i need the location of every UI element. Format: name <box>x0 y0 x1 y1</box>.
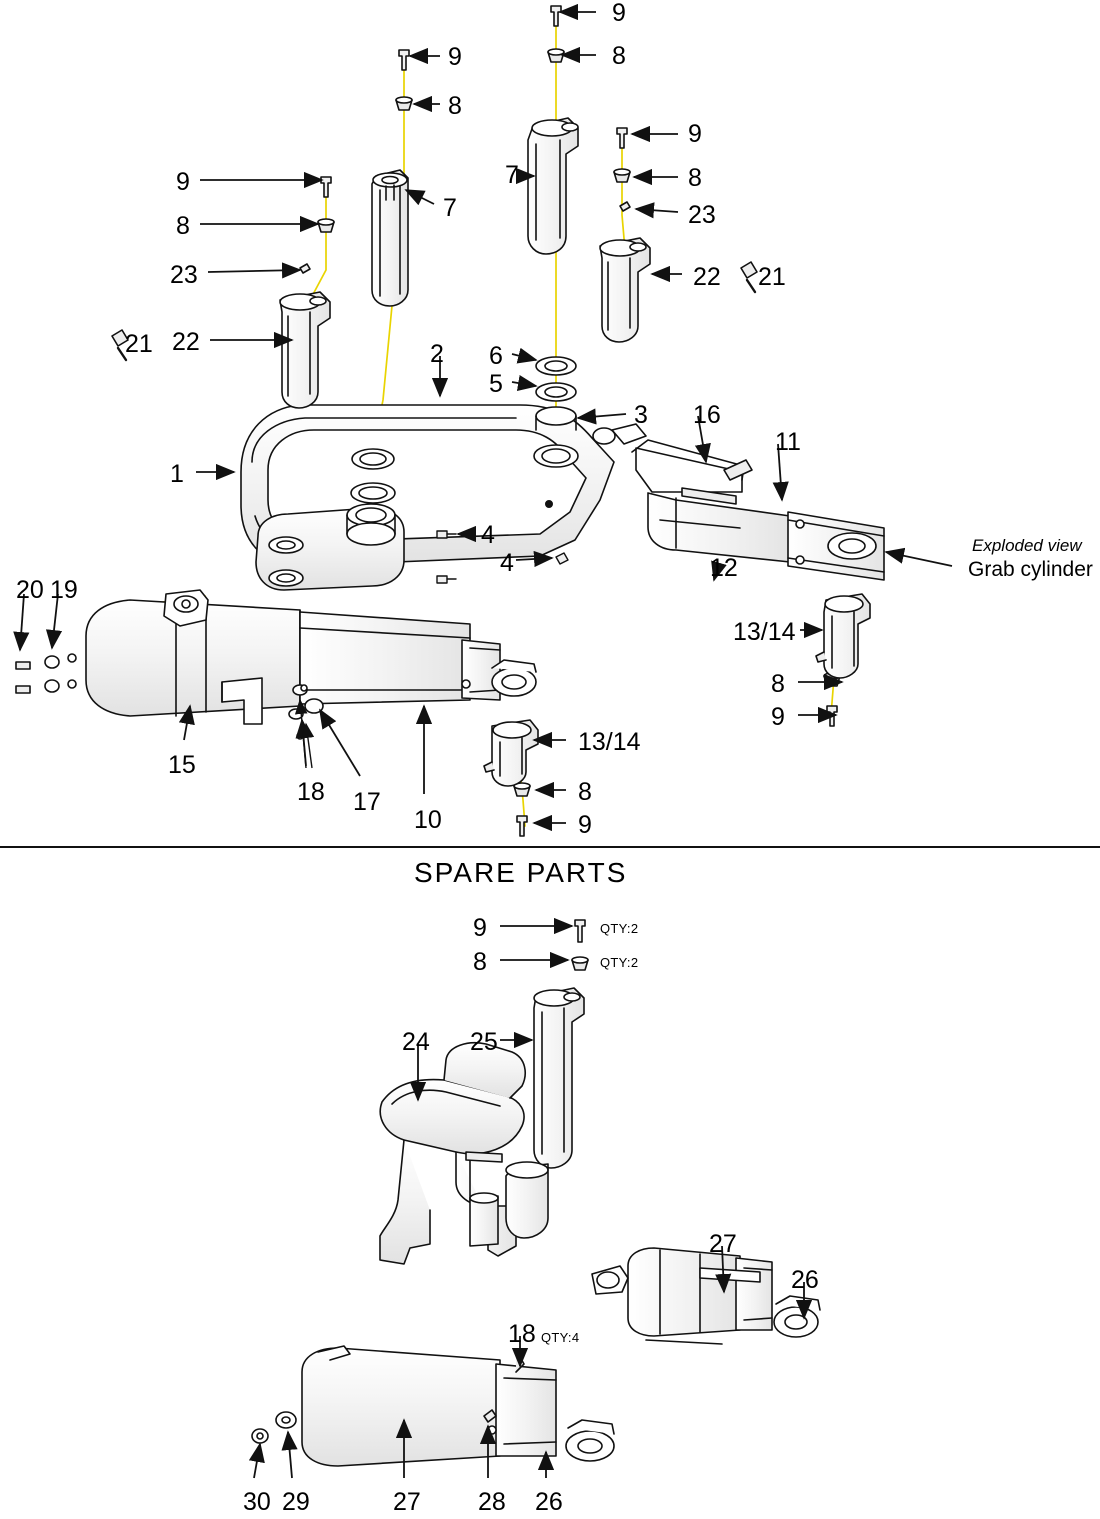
callout-4: 4 <box>481 521 495 549</box>
callout-28: 28 <box>478 1488 506 1516</box>
callout-2: 2 <box>430 340 444 368</box>
callout-10: 10 <box>414 806 442 834</box>
callout-29: 29 <box>282 1488 310 1516</box>
callout-26: 26 <box>535 1488 563 1516</box>
callout-16: 16 <box>693 401 721 429</box>
callout-27: 27 <box>393 1488 421 1516</box>
callout-11: 11 <box>775 428 801 456</box>
callout-5: 5 <box>489 370 503 398</box>
callout-26: 26 <box>791 1266 819 1294</box>
callout-22: 22 <box>693 263 721 291</box>
grab-cylinder-note: Grab cylinder <box>968 558 1093 581</box>
callout-12: 12 <box>710 554 738 582</box>
callout-19: 19 <box>50 576 78 604</box>
callout-8: 8 <box>448 92 462 120</box>
callout-13-14: 13/14 <box>733 618 796 646</box>
callout-20: 20 <box>16 576 44 604</box>
callout-9: 9 <box>771 703 785 731</box>
callout-9: 9 <box>688 120 702 148</box>
callout-21: 21 <box>758 263 786 291</box>
callout-23: 23 <box>170 261 198 289</box>
callout-24: 24 <box>402 1028 430 1056</box>
callout-7: 7 <box>505 161 519 189</box>
callout-9: 9 <box>448 43 462 71</box>
callout-1: 1 <box>170 460 184 488</box>
callout-7: 7 <box>443 194 457 222</box>
callout-8: 8 <box>578 778 592 806</box>
callout-8: 8 <box>771 670 785 698</box>
callout-9: 9 <box>176 168 190 196</box>
qty-label: QTY:4 <box>541 1330 580 1345</box>
callout-27: 27 <box>709 1230 737 1258</box>
callout-8: 8 <box>176 212 190 240</box>
qty-label: QTY:2 <box>600 921 639 936</box>
callout-8: 8 <box>688 164 702 192</box>
callout-22: 22 <box>172 328 200 356</box>
callout-23: 23 <box>688 201 716 229</box>
callout-17: 17 <box>353 788 381 816</box>
callout-8: 8 <box>612 42 626 70</box>
callout-8: 8 <box>473 948 487 976</box>
callout-3: 3 <box>634 401 648 429</box>
callout-30: 30 <box>243 1488 271 1516</box>
callout-25: 25 <box>470 1028 498 1056</box>
callout-9: 9 <box>578 811 592 839</box>
callout-21: 21 <box>125 330 153 358</box>
qty-label: QTY:2 <box>600 955 639 970</box>
callout-13-14: 13/14 <box>578 728 641 756</box>
exploded-view-note: Exploded view <box>972 536 1082 555</box>
callout-6: 6 <box>489 342 503 370</box>
callout-15: 15 <box>168 751 196 779</box>
spare-parts-title: SPARE PARTS <box>414 857 628 888</box>
callout-4: 4 <box>500 549 514 577</box>
callout-9: 9 <box>612 0 626 27</box>
callout-9: 9 <box>473 914 487 942</box>
callout-18: 18 <box>508 1320 536 1348</box>
callout-18: 18 <box>297 778 325 806</box>
view-divider <box>0 846 1100 848</box>
